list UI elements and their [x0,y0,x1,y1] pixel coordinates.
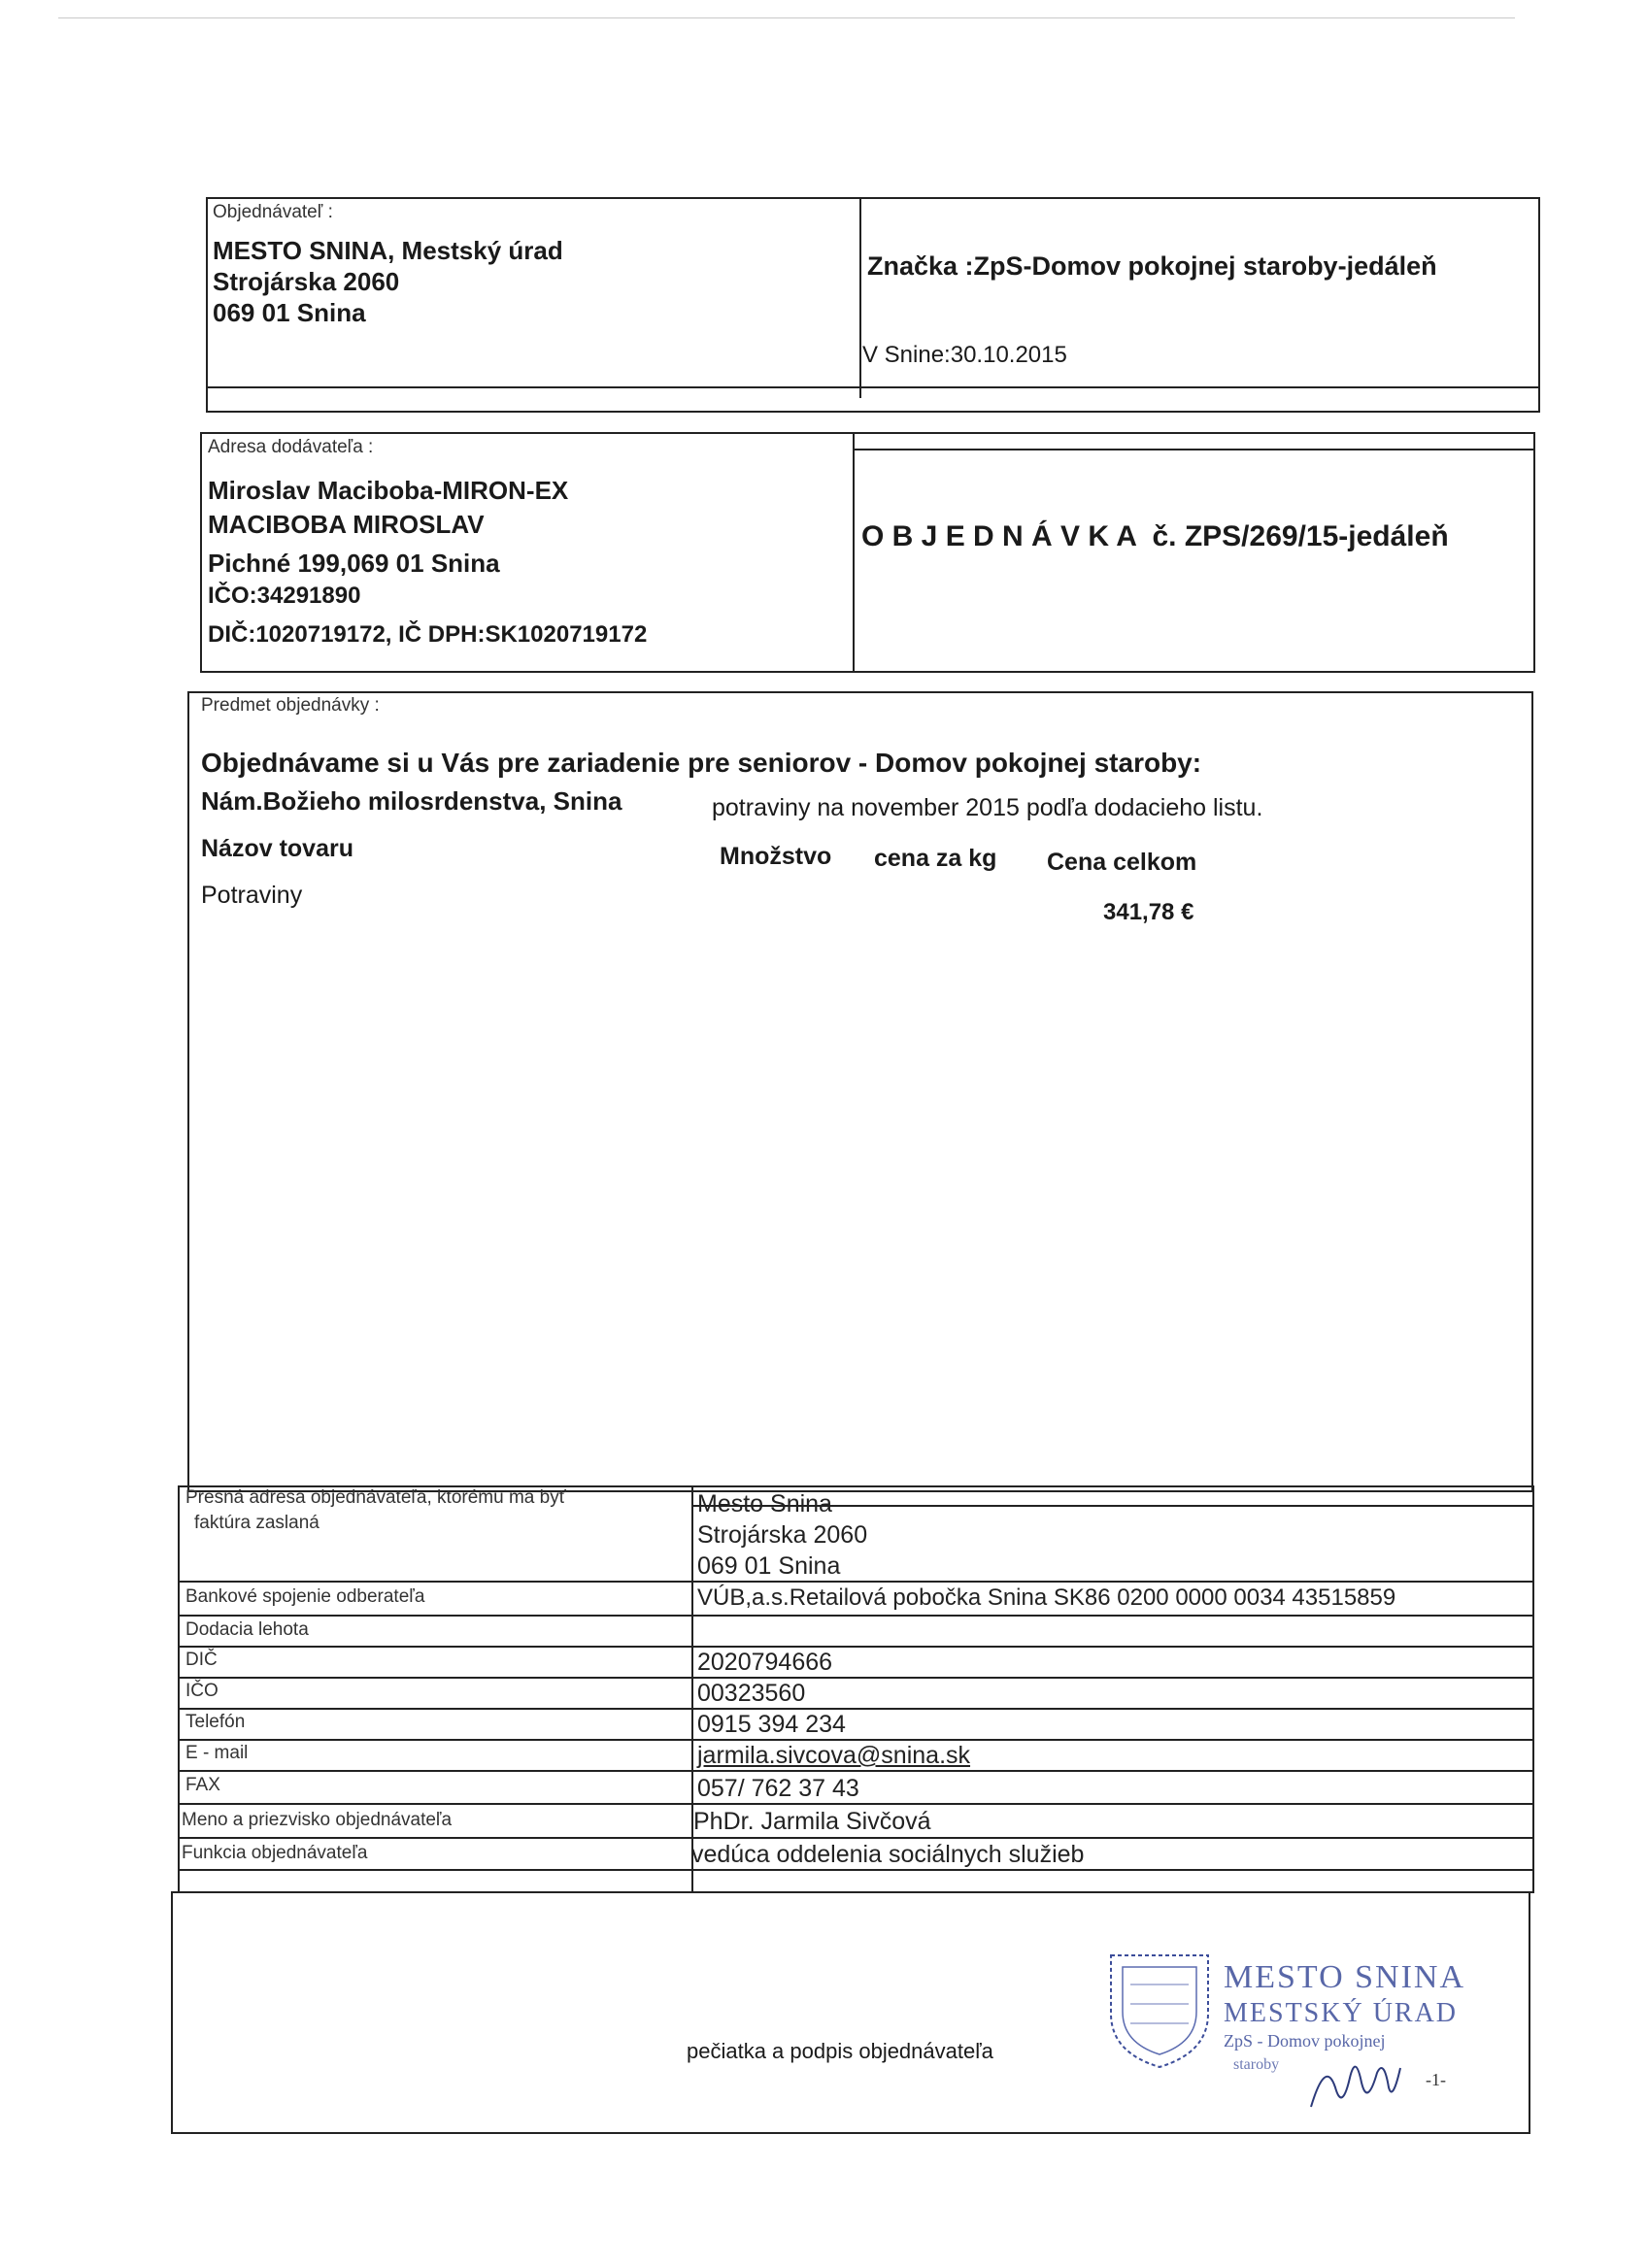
table-row-label: IČO [185,1681,218,1701]
table-row-value: 2020794666 [697,1649,833,1676]
table-row-value: VÚB,a.s.Retailová pobočka Snina SK86 0200 0000 0034 43515859 [697,1584,1396,1611]
stamp-line3: ZpS - Domov pokojnej [1224,2031,1386,2051]
divider [853,449,1535,450]
table-row-value: 0915 394 234 [697,1711,846,1738]
subject-location: Nám.Božieho milosrdenstva, Snina [201,786,622,816]
stamp-line4: staroby [1233,2056,1280,2073]
supplier-line3: Pichné 199,069 01 Snina [208,549,500,578]
stamp-line1: MESTO SNINA [1224,1959,1466,1995]
page-top-line [58,17,1515,18]
reference-mark: Značka :ZpS-Domov pokojnej staroby-jedáleň [867,251,1437,281]
orderer-city: 069 01 Snina [213,298,366,327]
invoice-address-line1: Mesto Snina [697,1490,832,1518]
divider [178,1581,1534,1583]
table-row-label: Funkcia objednávateľa [182,1843,368,1863]
stamp-page: -1- [1426,2070,1446,2089]
divider [859,197,861,398]
supplier-line2: MACIBOBA MIROSLAV [208,510,485,539]
handwritten-signature [1292,2039,1428,2117]
supplier-line1: Miroslav Maciboba-MIRON-EX [208,476,569,505]
divider [178,1708,1534,1710]
subject-label: Predmet objednávky : [201,695,380,716]
order-title: O B J E D N Á V K A č. ZPS/269/15-jedáleň [861,520,1449,552]
orderer-street: Strojárska 2060 [213,267,400,296]
stamp-emblem-icon [1101,1946,1218,2072]
table-row-label: Dodacia lehota [185,1619,309,1640]
subject-intro: Objednávame si u Vás pre zariadenie pre seniorov - Domov pokojnej staroby: [201,748,1202,778]
table-row-value: 057/ 762 37 43 [697,1775,859,1802]
table-row-label: Telefón [185,1712,246,1732]
table-row-label: DIČ [185,1650,218,1670]
invoice-address-line2: Strojárska 2060 [697,1521,868,1549]
orderer-label: Objednávateľ : [213,202,333,222]
divider [178,1770,1534,1772]
table-row-label: Bankové spojenie odberateľa [185,1586,425,1607]
signature-label: pečiatka a podpis objednávateľa [687,2039,993,2063]
table-row-value: 00323560 [697,1680,806,1707]
table-row-label: E - mail [185,1743,249,1763]
divider [178,1803,1534,1805]
stamp-line2: MESTSKÝ ÚRAD [1224,1998,1459,2028]
divider [178,1869,1534,1871]
subject-note: potraviny na november 2015 podľa dodacieho listu. [712,794,1263,821]
table-row-value: vedúca oddelenia sociálnych služieb [691,1841,1085,1868]
supplier-label: Adresa dodávateľa : [208,437,374,457]
table-row-value: PhDr. Jarmila Sivčová [693,1808,931,1835]
divider [178,1739,1534,1741]
item-total: 341,78 € [1103,899,1194,925]
divider [178,1646,1534,1648]
email-link[interactable]: jarmila.sivcova@snina.sk [697,1742,971,1769]
supplier-dic: DIČ:1020719172, IČ DPH:SK1020719172 [208,621,648,648]
divider [178,1615,1534,1617]
place-date: V Snine:30.10.2015 [862,342,1067,368]
supplier-ico: IČO:34291890 [208,583,361,609]
orderer-section [206,197,1540,413]
column-header-price-per-kg: cena za kg [874,845,997,872]
address-label-line1: Presná adresa objednávateľa, ktorému ma byť [185,1487,566,1508]
divider [853,432,855,673]
divider [178,1837,1534,1839]
item-name: Potraviny [201,882,303,909]
table-row-label: Meno a priezvisko objednávateľa [182,1810,453,1830]
column-header-total: Cena celkom [1047,849,1197,876]
official-stamp [1097,1942,1466,2126]
column-header-quantity: Množstvo [720,843,832,870]
address-label-line2: faktúra zaslaná [194,1513,319,1533]
divider [178,1677,1534,1679]
column-header-name: Názov tovaru [201,835,353,862]
invoice-address-line3: 069 01 Snina [697,1552,841,1580]
divider [206,386,1540,388]
table-row-label: FAX [185,1775,220,1795]
orderer-name: MESTO SNINA, Mestský úrad [213,236,563,265]
